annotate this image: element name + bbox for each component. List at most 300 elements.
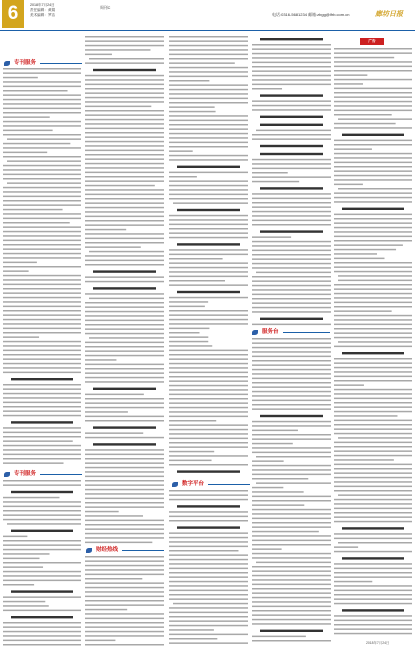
text-line [3,99,81,101]
text-line [334,148,372,150]
text-line [334,162,412,164]
text-line [252,438,331,440]
text-line [169,438,248,440]
text-line [334,521,412,523]
text-line [334,262,412,264]
text-line [85,185,155,187]
text-line [3,279,81,281]
text-line [252,258,331,260]
text-line [93,426,156,428]
text-line [169,185,248,187]
text-line [169,120,248,122]
text-line [260,145,323,147]
text-line [260,318,323,320]
text-line [85,79,164,81]
text-line [334,61,412,63]
text-line [11,491,73,493]
text-line [252,280,331,282]
text-line [169,232,248,234]
text-line [85,306,164,308]
text-line [169,460,212,462]
text-line [169,115,248,117]
text-line [252,220,331,222]
text-line [169,150,193,152]
text-line [169,634,248,636]
text-line [85,437,164,439]
text-line [252,267,331,269]
text-line [169,76,248,78]
text-line [3,125,81,127]
text-line [252,369,331,371]
text-line [3,484,81,486]
text-line [252,579,331,581]
text-line [11,590,73,592]
text-line [85,320,164,322]
text-line [3,571,81,573]
text-line [334,603,412,605]
text-line [169,398,248,400]
text-line [169,159,248,161]
text-line [342,527,404,529]
text-line [93,388,156,390]
text-line [85,163,164,165]
text-line [334,258,385,260]
text-line [334,633,412,635]
text-line [252,351,331,353]
text-line [334,389,412,391]
text-line [85,591,164,593]
text-line [85,528,164,530]
text-line [252,619,331,621]
text-line [252,48,331,50]
text-line [169,172,248,174]
text-line [85,45,164,47]
text-line [177,526,240,528]
text-line [334,114,392,116]
text-line [3,292,81,294]
text-line [85,515,143,517]
text-line [169,464,248,466]
text-line [169,194,248,196]
text-line [85,260,164,262]
text-line [85,40,164,42]
text-line [85,484,164,486]
text-line [169,642,248,644]
text-line [85,110,164,112]
text-line [11,616,73,618]
text-line [85,242,164,244]
text-line [260,116,323,118]
text-line [252,513,331,515]
text-line [85,449,164,451]
text-line [3,601,45,603]
text-line [85,640,115,642]
text-line [3,440,73,442]
text-line [177,505,240,507]
text-line [252,88,282,90]
text-line [85,216,164,218]
text-line [7,523,81,525]
text-line [334,297,412,299]
section-tag-right-mid: 服务台 [250,328,283,336]
text-line [252,62,331,64]
text-line [169,84,248,86]
text-line [169,36,248,38]
text-line [169,616,248,618]
text-line [85,189,164,191]
text-line [169,62,235,64]
text-line [85,202,164,204]
text-line [169,363,248,365]
text-line [252,535,331,537]
text-line [169,429,248,431]
text-line [169,306,205,308]
text-line [3,497,59,499]
text-line [3,558,39,560]
text-line [169,537,248,539]
section-name: 周刊C [100,6,111,10]
text-line [85,132,164,134]
text-line [334,127,412,129]
text-line [252,500,331,502]
text-line [3,319,81,321]
text-line [85,255,164,257]
text-line [252,241,331,243]
text-line [334,546,358,548]
text-line [169,424,248,426]
text-line [169,276,248,278]
text-line [169,237,248,239]
text-line [338,188,412,190]
text-line [169,80,209,82]
text-line [3,226,81,228]
text-line [85,194,164,196]
text-line [3,301,81,303]
text-line [7,138,81,140]
text-line [334,468,412,470]
text-line [169,111,216,113]
text-line [252,469,331,471]
text-line [3,204,81,206]
text-line [169,128,248,130]
text-line [334,153,412,155]
text-line [3,288,81,290]
text-line [334,184,363,186]
text-line [252,215,331,217]
text-line [338,275,412,277]
text-line [169,198,248,200]
text-line [3,584,34,586]
text-line [260,94,323,96]
text-line [334,306,412,308]
text-line [3,501,81,503]
text-line [252,382,331,384]
text-line [252,324,331,326]
text-line [252,434,331,436]
text-line [252,421,331,423]
page-number: 6 [2,0,24,28]
text-line [252,640,331,642]
text-line [334,244,403,246]
text-line [177,209,240,211]
text-line [85,578,142,580]
text-line [334,175,412,177]
text-line [342,609,404,611]
text-line [338,280,412,282]
text-line [169,284,248,286]
text-line [334,70,412,72]
text-line [252,163,331,165]
text-line [177,166,240,168]
text-line [3,94,81,96]
text-line [85,211,164,213]
text-line [85,560,164,562]
text-line [85,511,119,513]
text-line [85,49,150,51]
text-line [334,140,412,142]
text-line [85,489,164,491]
text-line [85,432,143,434]
text-line [85,618,164,620]
text-line [3,328,81,330]
text-line [169,328,209,330]
text-line [252,526,331,528]
text-line [334,315,412,317]
text-line [3,86,81,88]
text-line [3,147,81,149]
text-line [252,452,331,454]
text-line [85,293,164,295]
text-line [85,582,164,584]
text-line [334,302,412,304]
text-line [169,455,248,457]
text-line [3,402,81,404]
text-line [252,254,331,256]
text-line [85,198,164,200]
text-line [334,52,412,54]
text-line [169,620,248,622]
text-line [334,346,412,348]
text-line [334,79,412,81]
text-line [169,267,248,269]
text-line [85,644,164,646]
text-line [85,416,164,418]
text-line [3,284,81,286]
text-line [334,594,412,596]
ad-stamp: 广告 [360,38,384,45]
text-line [334,179,412,181]
text-line [169,258,223,260]
text-line [85,315,164,317]
text-line [334,450,412,452]
text-line [334,48,412,50]
text-line [334,486,412,488]
text-line [3,213,81,215]
text-line [342,208,404,210]
text-line [169,554,248,556]
text-line [169,254,248,256]
text-line [3,622,81,624]
text-line [334,433,412,435]
text-line [252,373,331,375]
text-line [169,102,248,104]
text-line [3,191,81,193]
text-line [85,596,164,598]
text-line [334,166,412,168]
text-line [169,407,248,409]
text-line [342,134,404,136]
text-line [260,630,323,632]
text-line [169,416,248,418]
text-line [169,394,248,396]
text-line [342,557,404,559]
text-line [334,362,412,364]
text-line [334,367,412,369]
text-line [334,563,412,565]
text-line [3,240,81,242]
text-line [334,222,412,224]
text-line [3,270,29,272]
text-line [252,548,282,550]
text-line [85,626,164,628]
text-line [338,494,412,496]
section-tag-col4-bottom: 数字平台 [170,480,208,488]
text-line [252,540,331,542]
text-line [85,150,164,152]
text-line [3,336,39,338]
text-line [3,134,81,136]
text-line [3,235,81,237]
text-line [169,550,238,552]
text-line [93,69,156,71]
text-line [169,314,248,316]
text-line [169,93,248,95]
text-line [169,494,248,496]
text-line [252,474,331,476]
text-line [252,391,331,393]
text-line [252,378,331,380]
text-line [334,424,412,426]
text-line [169,271,248,273]
text-line [252,557,331,559]
text-line [169,336,208,338]
text-line [3,169,81,171]
text-line [252,294,331,296]
text-line [252,79,331,81]
text-line [252,460,284,462]
text-line [85,398,164,400]
text-line [169,520,248,522]
text-line [169,280,225,282]
text-line [252,202,331,204]
text-line [85,394,144,396]
text-line [169,98,248,100]
text-line [3,536,27,538]
text-line [169,332,200,334]
text-line [334,624,412,626]
text-line [85,246,141,248]
text-line [3,231,81,233]
text-line [169,442,248,444]
text-line [169,345,212,347]
text-line [334,499,412,501]
text-line [3,605,49,607]
text-line [3,367,81,369]
text-line [252,105,331,107]
text-line [3,196,81,198]
text-line [169,358,248,360]
text-line [85,622,164,624]
text-line [169,106,215,108]
text-line [334,576,412,578]
text-line [334,310,392,312]
text-line [85,377,164,379]
text-line [334,83,363,85]
text-line [338,118,412,120]
text-line [85,145,164,147]
text-line [334,428,412,430]
text-line [334,240,412,242]
text-line [334,57,394,59]
text-line [85,569,164,571]
text-line [252,400,331,402]
text-line [11,530,73,532]
text-line [85,524,164,526]
text-line [169,228,248,230]
text-line [252,575,331,577]
text-line [3,462,64,464]
text-line [3,436,81,438]
text-line [3,108,81,110]
text-line [3,332,81,334]
text-line [3,323,81,325]
text-line [334,231,412,233]
text-line [3,200,81,202]
text-line [3,297,81,299]
text-line [338,542,412,544]
text-line [252,408,331,410]
text-line [334,615,412,617]
text-line [334,568,412,570]
text-line [85,281,164,283]
text-line [85,609,127,611]
text-line [334,415,397,417]
text-line [252,289,331,291]
text-line [169,89,248,91]
text-line [3,388,81,390]
text-line [85,36,164,38]
text-line [252,553,331,555]
text-line [85,176,164,178]
text-line [3,253,81,255]
contact-line: 电话:0316-5681234 邮箱:zbgg@lfrb.com.cn [272,12,350,17]
text-line [177,291,240,293]
text-line [169,490,248,492]
text-line [3,248,81,250]
text-line [169,249,248,251]
text-line [334,332,412,334]
text-line [85,381,164,383]
text-line [334,110,412,112]
text-line [3,445,81,447]
text-line [169,451,214,453]
text-line [85,542,152,544]
text-line [85,302,164,304]
text-line [252,430,298,432]
text-line [3,116,50,118]
text-line [3,306,81,308]
text-line [252,614,331,616]
